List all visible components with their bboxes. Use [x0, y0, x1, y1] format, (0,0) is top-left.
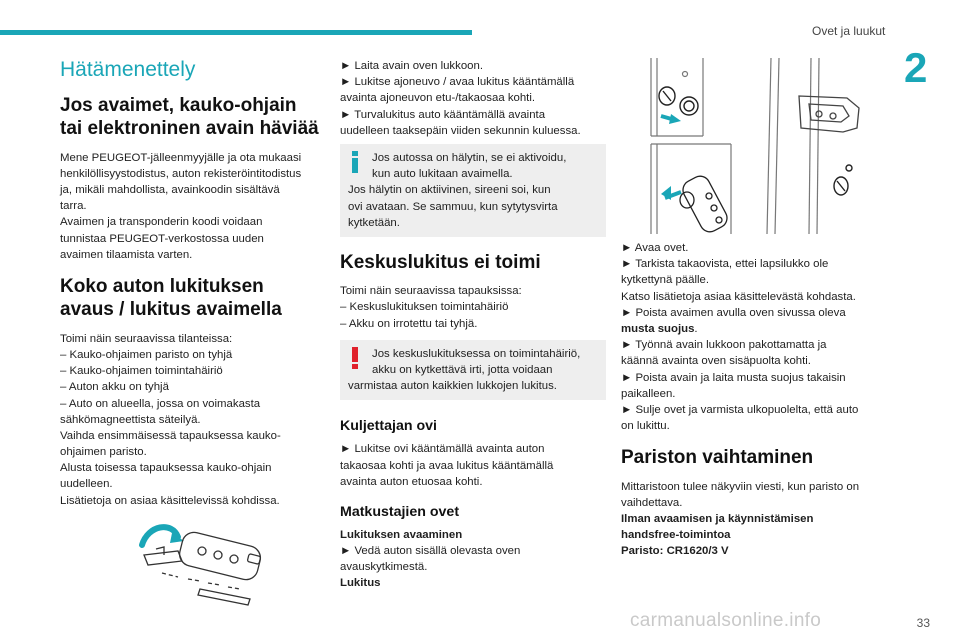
- text-line: sähkömagneettista säteilyä.: [60, 413, 201, 426]
- text-line: henkilöllisyystodistus, auton rekisteröintitodistus: [60, 167, 302, 180]
- warning-box: [340, 340, 606, 401]
- paragraph-lost-keys: [60, 150, 328, 263]
- info-icon: [351, 151, 359, 173]
- paragraph-battery-replacement: [621, 479, 883, 560]
- text-line: ► Lukitse ajoneuvo / avaa lukitus kääntämällä: [340, 76, 575, 89]
- warning-icon: [351, 347, 359, 369]
- heading-line: tai elektroninen avain häviää: [60, 118, 319, 140]
- text-line: uudelleen taaksepäin viiden sekunnin kuluessa.: [340, 124, 581, 137]
- text-line: ja, mikäli mahdollista, avainkoodin sisältävä: [60, 184, 280, 197]
- text-line: kytkettynä päälle.: [621, 274, 710, 287]
- text-line: tunnistaa PEUGEOT-verkostossa uuden: [60, 232, 264, 245]
- text-line: akku on kytkettävä irti, jotta voidaan: [372, 363, 553, 376]
- text-line: Jos keskuslukituksessa on toimintahäiriö,: [372, 347, 581, 360]
- text-line: avainta auton etuosaa kohti.: [340, 475, 483, 488]
- column-2: [340, 58, 606, 592]
- text-line: ovi avataan. Se sammuu, kun sytytysvirta: [348, 200, 558, 213]
- text-line: .: [694, 322, 698, 335]
- text-line: ► Vedä auton sisällä olevasta oven: [340, 545, 521, 558]
- lock-cover-icon: [659, 87, 698, 115]
- info-box: [340, 144, 606, 237]
- text-line: avaimen tilaamista varten.: [60, 248, 193, 261]
- text-line: ► Avaa ovet.: [621, 242, 689, 254]
- text-line: käännä avainta oven sisäpuolta kohti.: [621, 355, 811, 368]
- section-title: Ovet ja luukut: [812, 24, 886, 38]
- text-line: ► Tarkista takaovista, ettei lapsilukko ole: [621, 258, 829, 271]
- heading-central-locking: Keskuslukitus ei toimi: [340, 251, 541, 273]
- heading-key-locking: [60, 275, 328, 322]
- chapter-number: 2: [904, 44, 928, 91]
- text-line: Avaimen ja transponderin koodi voidaan: [60, 216, 263, 229]
- text-line: – Keskuslukituksen toimintahäiriö: [340, 301, 509, 314]
- door-edge-panel-bottom: [651, 144, 731, 234]
- text-line: – Kauko-ohjaimen toimintahäiriö: [60, 365, 223, 378]
- text-line: takaosaa kohti ja avaa lukitus kääntämällä: [340, 459, 554, 472]
- paragraph-passenger-doors: [340, 527, 606, 592]
- door-latch-icon: [799, 96, 859, 132]
- text-line: Lisätietoja on asiaa käsittelevissä kohdissa.: [60, 494, 280, 507]
- text-line: ► Poista avaimen avulla oven sivussa oleva: [621, 306, 846, 319]
- text-line: kun auto lukitaan avaimella.: [372, 168, 513, 181]
- heading-line: Jos avaimet, kauko-ohjain: [60, 95, 297, 116]
- text-line: on lukittu.: [621, 420, 670, 433]
- text-line: – Kauko-ohjaimen paristo on tyhjä: [60, 348, 233, 361]
- text-line: – Auto on alueella, jossa on voimakasta: [60, 397, 261, 410]
- text-line: Mittaristoon tulee näkyviin viesti, kun paristo on: [621, 480, 860, 493]
- text-line: Toimi näin seuraavissa tilanteissa:: [60, 332, 233, 345]
- text-line: handsfree-toimintoa: [621, 529, 731, 542]
- text-line: Toimi näin seuraavissa tapauksissa:: [340, 285, 522, 298]
- column-1: [60, 58, 328, 609]
- heading-battery-replacement: Pariston vaihtaminen: [621, 447, 814, 469]
- text-line: ohjaimen paristo.: [60, 446, 147, 459]
- header-accent-bar: [0, 30, 472, 35]
- text-line: vaihdettava.: [621, 496, 683, 509]
- text-line: Lukituksen avaaminen: [340, 528, 463, 541]
- key-in-lock-icon: [661, 173, 731, 236]
- text-line: Katso lisätietoja asiaa käsittelevästä kohdasta.: [621, 290, 856, 303]
- paragraph-driver-door: [340, 441, 606, 490]
- text-line: Ilman avaamisen ja käynnistämisen: [621, 512, 814, 525]
- text-line: Mene PEUGEOT-jälleenmyyjälle ja ota mukaasi: [60, 151, 302, 164]
- text-line: tarra.: [60, 200, 87, 213]
- column-3: [621, 58, 883, 560]
- paragraph-central-locking: [340, 283, 606, 332]
- text-line: avauskytkimestä.: [340, 561, 428, 574]
- text-line: – Auton akku on tyhjä: [60, 381, 169, 394]
- heading-lost-keys: [60, 94, 328, 141]
- page-title: Hätämenettely: [60, 58, 196, 81]
- text-line: avainta ajoneuvon etu-/takaosaa kohti.: [340, 92, 536, 105]
- page-number: 33: [916, 616, 930, 630]
- subheading-driver-door: Kuljettajan ovi: [340, 418, 437, 435]
- heading-line: avaus / lukitus avaimella: [60, 299, 282, 321]
- text-line: musta suojus: [621, 322, 695, 335]
- door-pillar: [767, 58, 819, 234]
- text-line: ► Turvalukitus auto kääntämällä avainta: [340, 108, 546, 121]
- text-line: ► Lukitse ovi kääntämällä avainta auton: [340, 443, 545, 456]
- text-line: varmistaa auton kaikkien lukkojen lukitus.: [348, 380, 557, 393]
- text-line: – Akku on irrotettu tai tyhjä.: [340, 317, 478, 330]
- heading-line: Koko auton lukituksen: [60, 276, 264, 298]
- text-line: Vaihda ensimmäisessä tapauksessa kauko-: [60, 429, 281, 442]
- text-line: ► Laita avain oven lukkoon.: [340, 60, 483, 72]
- text-line: kytketään.: [348, 216, 400, 229]
- paragraph-key-locking: [60, 331, 328, 509]
- text-line: Jos autossa on hälytin, se ei aktivoidu,: [372, 151, 567, 164]
- text-line: Paristo: CR1620/3 V: [621, 545, 729, 558]
- subheading-passenger-doors: Matkustajien ovet: [340, 503, 460, 520]
- text-line: uudelleen.: [60, 478, 113, 491]
- rear-door-lock-icon: [834, 165, 852, 195]
- text-line: paikalleen.: [621, 387, 676, 400]
- text-line: ► Sulje ovet ja varmista ulkopuolelta, että auto: [621, 403, 859, 416]
- text-line: Lukitus: [340, 577, 381, 590]
- text-line: Alusta toisessa tapauksessa kauko-ohjain: [60, 462, 272, 475]
- text-line: ► Työnnä avain lukkoon pakottamatta ja: [621, 339, 827, 352]
- remote-key-icon: [144, 530, 263, 605]
- text-line: ► Poista avain ja laita musta suojus takaisin: [621, 371, 846, 384]
- watermark: carmanualsonline.info: [630, 610, 822, 631]
- text-line: Jos hälytin on aktiivinen, sireeni soi, kun: [348, 184, 551, 197]
- paragraph-passenger-lock-steps: [621, 240, 883, 434]
- paragraph-key-steps: [340, 58, 606, 139]
- rotation-arrow-icon: [142, 527, 184, 545]
- remote-key-illustration: [60, 515, 328, 609]
- door-lock-illustration: [621, 58, 883, 236]
